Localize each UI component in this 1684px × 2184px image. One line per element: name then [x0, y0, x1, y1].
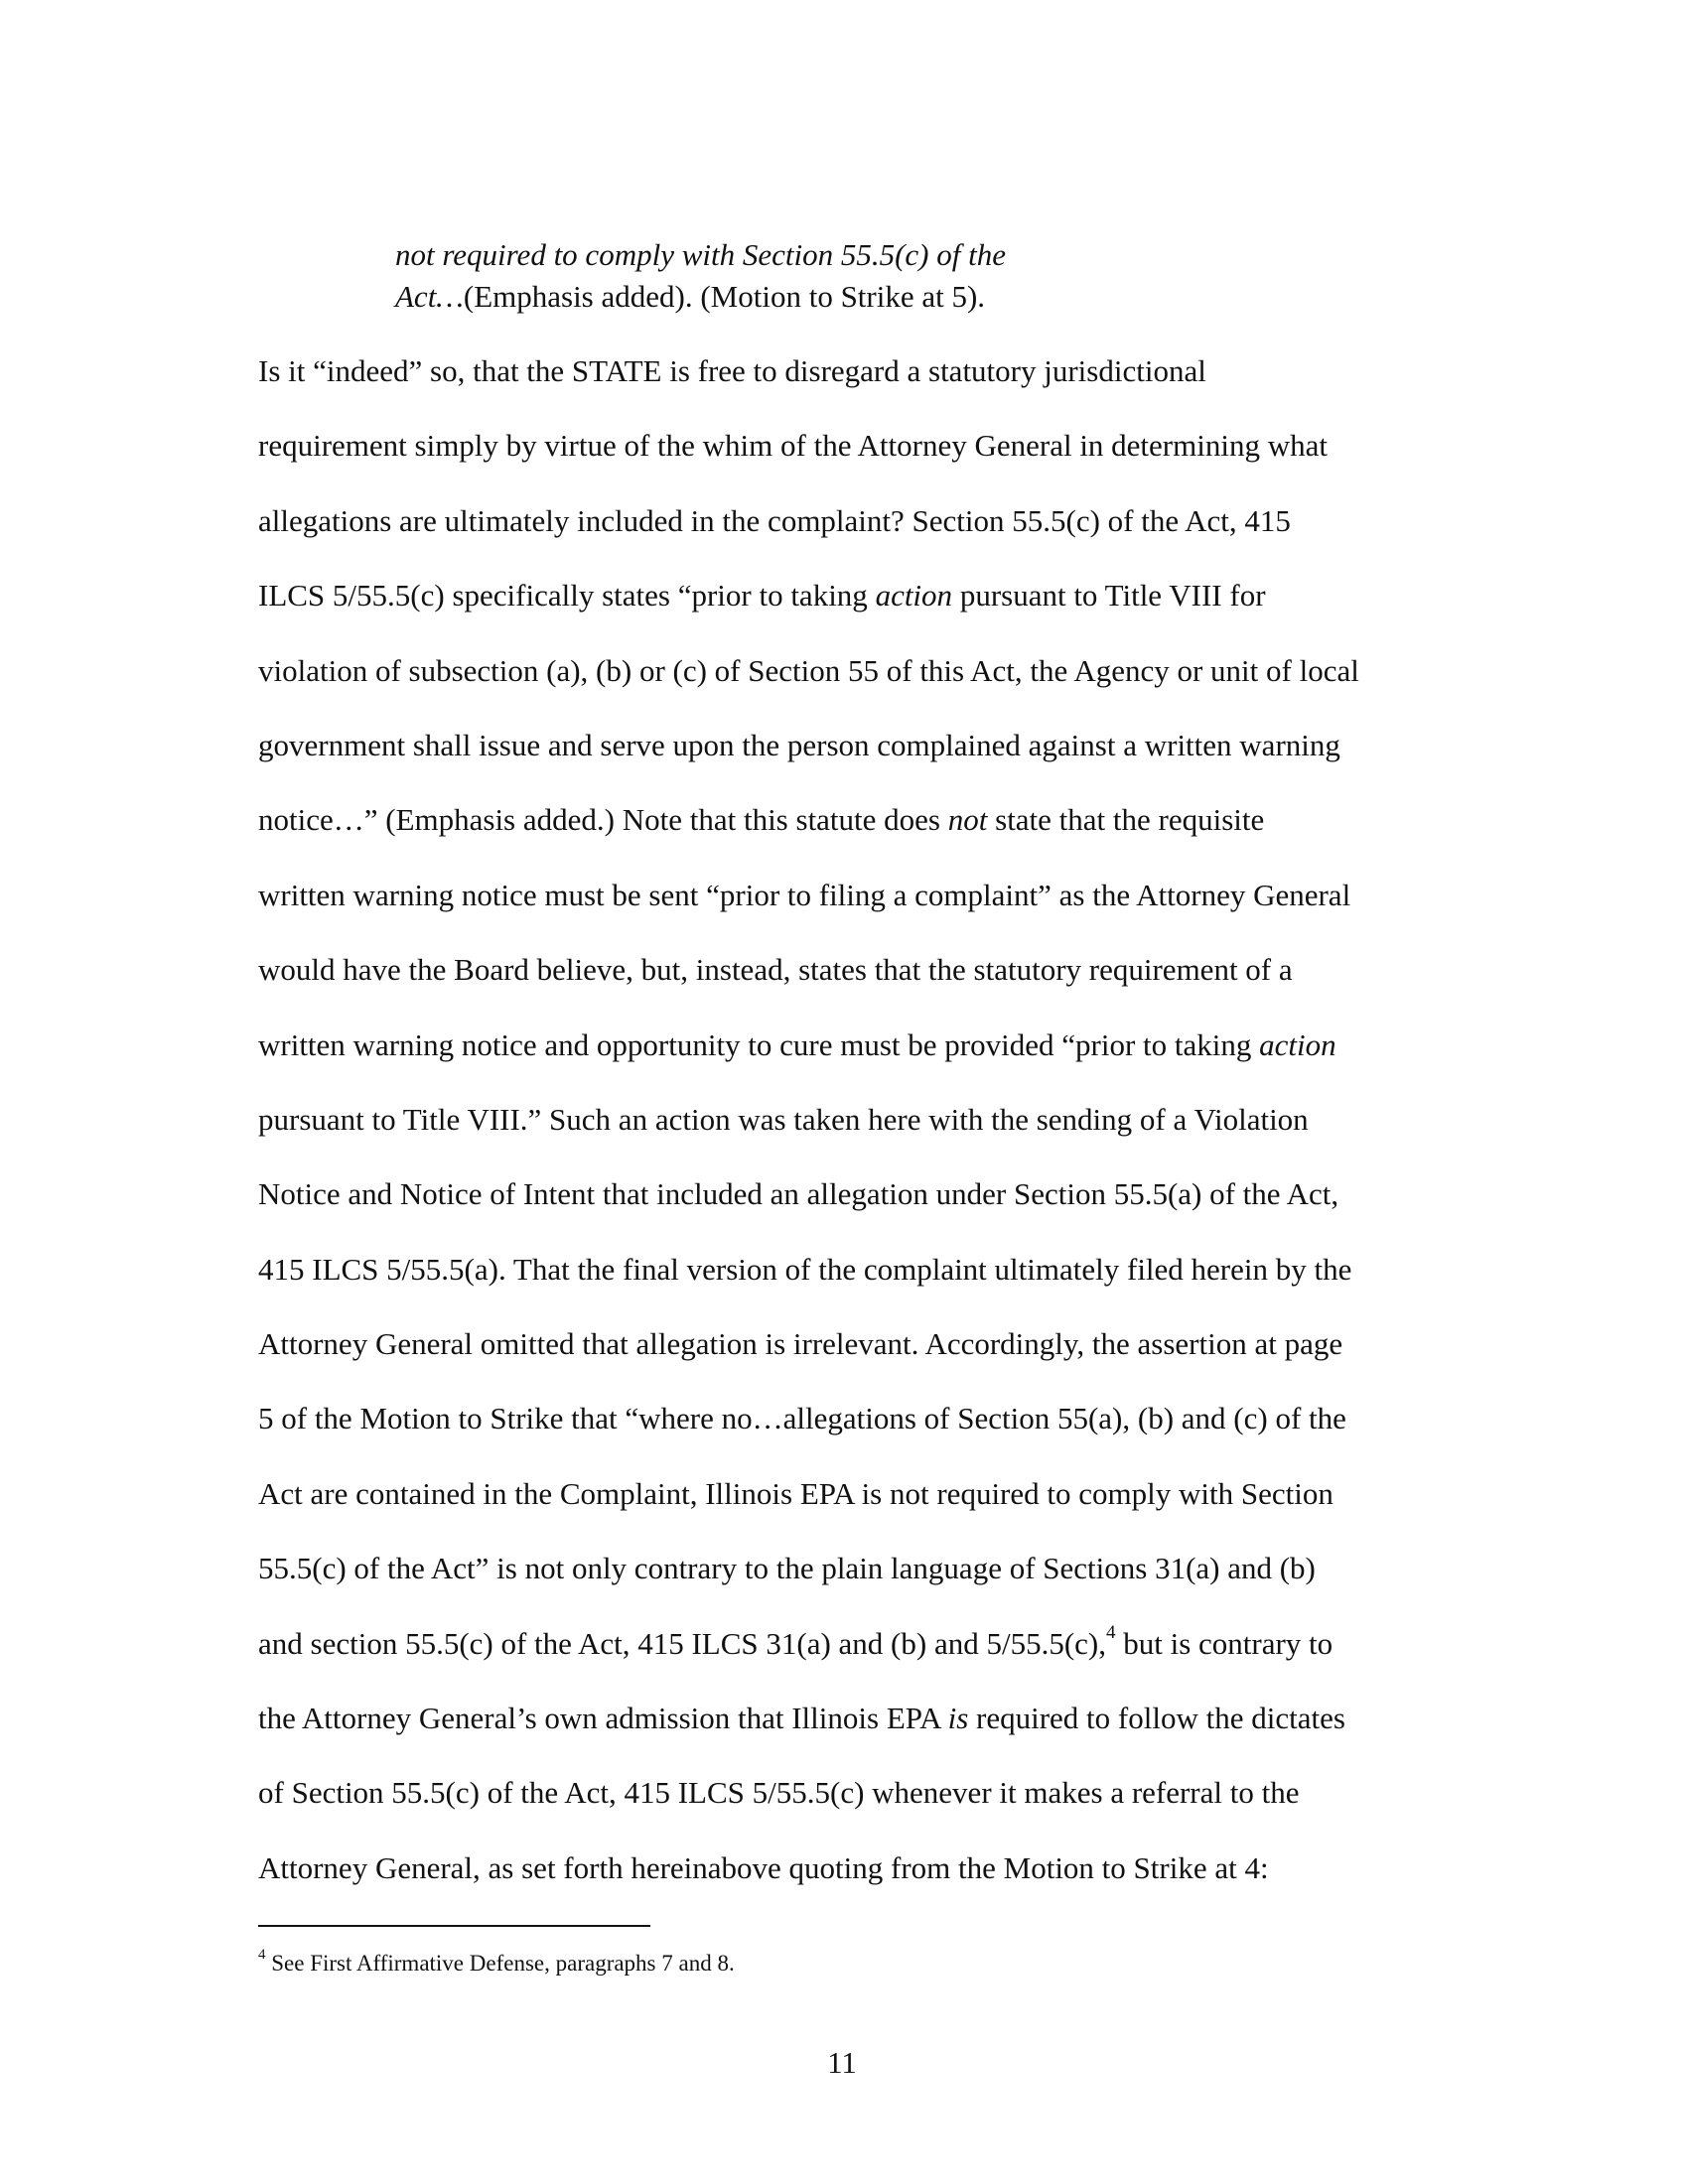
body-line-6: government shall issue and serve upon the person complained against a written warning	[258, 727, 1340, 762]
body-line-7-a: notice…” (Emphasis added.) Note that this statute does	[258, 802, 948, 838]
footnote-reference-4[interactable]: 4	[1105, 1622, 1116, 1644]
body-line-12: Notice and Notice of Intent that included an allegation under Section 55.5(a) of the Act,	[258, 1176, 1339, 1212]
footnote-marker: 4	[258, 1947, 266, 1964]
body-line-19	[258, 1697, 1430, 1771]
body-line-19-a: the Attorney General’s own admission that Illinois EPA	[258, 1701, 948, 1736]
footnote-4	[258, 1949, 735, 1979]
body-line-1: Is it “indeed” so, that the STATE is free to disregard a statutory jurisdictional	[258, 353, 1206, 388]
body-line-10-a: written warning notice and opportunity to cure must be provided “prior to taking	[258, 1026, 1260, 1062]
body-line-18-b: but is contrary to	[1115, 1625, 1333, 1661]
body-line-2: requirement simply by virtue of the whim of the Attorney General in determining what	[258, 428, 1328, 464]
body-line-14: Attorney General omitted that allegation is irrelevant. Accordingly, the assertion at page	[258, 1326, 1343, 1362]
body-line-5: violation of subsection (a), (b) or (c) of Section 55 of this Act, the Agency or unit of local	[258, 652, 1359, 688]
body-line-17: 55.5(c) of the Act” is not only contrary to the plain language of Sections 31(a) and (b)	[258, 1551, 1316, 1586]
body-line-15: 5 of the Motion to Strike that “where no…allegations of Section 55(a), (b) and (c) of the	[258, 1401, 1346, 1436]
body-line-8: written warning notice must be sent “prior to filing a complaint” as the Attorney General	[258, 877, 1351, 912]
body-line-7-c: state that the requisite	[987, 802, 1265, 838]
footnote-separator	[258, 1925, 650, 1927]
body-paragraph	[258, 349, 1430, 1921]
body-line-19-c: required to follow the dictates	[968, 1701, 1345, 1736]
body-line-7	[258, 798, 1430, 873]
body-line-11: pursuant to Title VIII.” Such an action was taken here with the sending of a Violation	[258, 1101, 1309, 1137]
quote-line-2	[395, 276, 1289, 318]
body-line-18-a: and section 55.5(c) of the Act, 415 ILCS 31(a) and (b) and 5/55.5(c),	[258, 1625, 1106, 1661]
body-line-3: allegations are ultimately included in the complaint? Section 55.5(c) of the Act, 415	[258, 502, 1291, 538]
body-line-4-a: ILCS 5/55.5(c) specifically states “prior to taking	[258, 578, 876, 614]
body-line-7-italic: not	[947, 802, 988, 838]
quote-citation: (Emphasis added). (Motion to Strike at 5).	[463, 279, 986, 314]
body-line-13: 415 ILCS 5/55.5(a). That the final version of the complaint ultimately filed herein by the	[258, 1251, 1352, 1287]
body-line-4-c: pursuant to Title VIII for	[952, 578, 1266, 614]
quote-act-italic: Act…	[395, 279, 464, 314]
block-quote	[395, 234, 1289, 318]
quote-line-1-text: not required to comply with Section 55.5(c) of the	[395, 237, 1006, 272]
body-line-10-italic: action	[1259, 1026, 1336, 1062]
body-line-20: of Section 55.5(c) of the Act, 415 ILCS 5/55.5(c) whenever it makes a referral to the	[258, 1775, 1300, 1811]
body-line-18	[258, 1622, 1430, 1697]
body-line-16: Act are contained in the Complaint, Illinois EPA is not required to comply with Section	[258, 1475, 1333, 1511]
footnote-text: See First Affirmative Defense, paragraphs 7 and 8.	[265, 1951, 735, 1976]
page-number: 11	[827, 2045, 857, 2080]
body-line-10	[258, 1024, 1430, 1098]
body-line-19-italic: is	[947, 1701, 969, 1736]
body-line-4-italic: action	[875, 578, 953, 614]
body-line-4	[258, 574, 1430, 648]
body-line-9: would have the Board believe, but, instead, states that the statutory requirement of a	[258, 952, 1293, 988]
body-line-21: Attorney General, as set forth hereinabove quoting from the Motion to Strike at 4:	[258, 1849, 1269, 1885]
quote-line-1	[395, 234, 1289, 276]
